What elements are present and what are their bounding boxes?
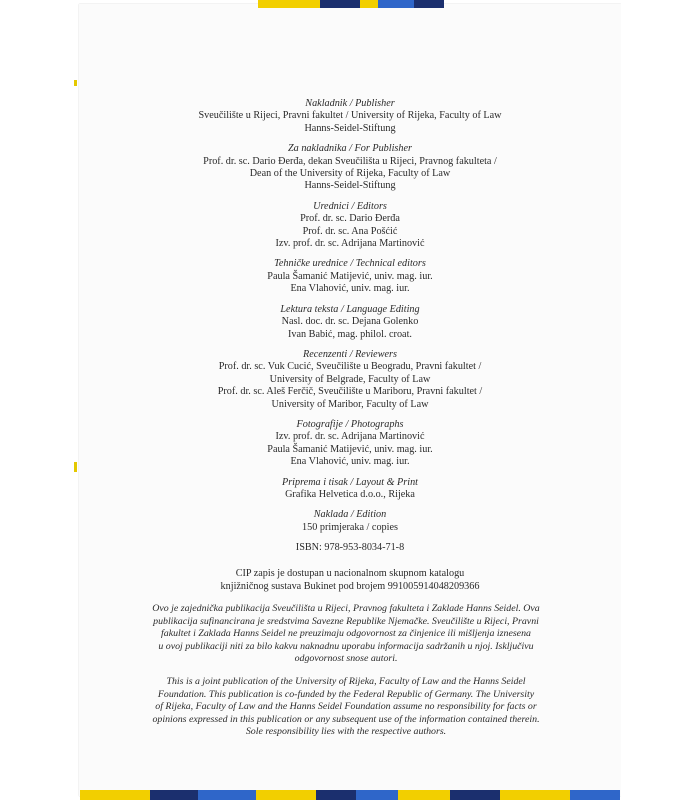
credit-line: Izv. prof. dr. sc. Adrijana Martinović <box>275 238 425 250</box>
bottom-stripe-blue-2 <box>356 790 398 800</box>
disclaimer-line: Foundation. This publication is co-funded by the Federal Republic of Germany. The University <box>157 688 535 700</box>
page-margin-right <box>621 0 700 800</box>
top-stripe-navy <box>320 0 360 8</box>
credit-line: Ivan Babić, mag. philol. croat. <box>288 328 412 340</box>
credit-heading: Tehničke urednice / Technical editors <box>274 258 426 270</box>
credit-language-editing <box>90 304 610 341</box>
credit-heading: Priprema i tisak / Layout & Print <box>281 476 419 488</box>
disclaimer-line: This is a joint publication of the University of Rijeka, Faculty of Law and the Hanns Seidel <box>166 676 526 687</box>
disclaimer-line: fakultet i Zaklada Hanns Seidel ne preuzimaju odgovornost za činjenice ili mišljenja iznesena <box>161 628 531 640</box>
disclaimer-line: odgovornost snose autori. <box>294 653 398 665</box>
bottom-stripe-navy-3 <box>450 790 500 800</box>
credit-line: Nasl. doc. dr. sc. Dejana Golenko <box>281 316 419 328</box>
bottom-stripe-yellow <box>80 790 150 800</box>
credit-technical-editors <box>90 258 610 295</box>
disclaimer-english <box>108 676 584 739</box>
credit-publisher <box>90 98 610 135</box>
credit-edition <box>90 509 610 534</box>
credit-line: Prof. dr. sc. Ana Pošćić <box>302 225 398 237</box>
bottom-stripe-navy-2 <box>316 790 356 800</box>
credit-line: Sveučilište u Rijeci, Pravni fakultet / University of Rijeka, Faculty of Law <box>198 110 502 122</box>
credit-layout-print <box>90 477 610 502</box>
disclaimer-line: Sole responsibility lies with the respective authors. <box>245 726 447 738</box>
credit-heading: Za nakladnika / For Publisher <box>288 143 412 155</box>
credits <box>90 98 610 542</box>
top-stripe-blue <box>378 0 414 8</box>
spine-mark-middle <box>74 462 77 472</box>
cip-line: CIP zapis je dostupan u nacionalnom skupnom katalogu <box>235 568 465 579</box>
credit-heading: Lektura teksta / Language Editing <box>280 303 420 315</box>
credit-line: Ena Vlahović, univ. mag. iur. <box>290 456 410 468</box>
credit-line: Izv. prof. dr. sc. Adrijana Martinović <box>275 431 425 443</box>
credit-line: Paula Šamanić Matijević, univ. mag. iur. <box>267 443 433 455</box>
top-stripe-yellow-2 <box>360 0 378 8</box>
credit-photographs <box>90 419 610 469</box>
credit-line: University of Maribor, Faculty of Law <box>271 398 429 410</box>
isbn: ISBN: 978-953-8034-71-8 <box>295 542 405 553</box>
bottom-stripe-blue <box>198 790 256 800</box>
disclaimer-croatian <box>108 603 584 666</box>
bottom-stripe-yellow-3 <box>398 790 450 800</box>
credit-heading: Urednici / Editors <box>313 200 387 212</box>
disclaimer-line: publikacija sufinancirana je sredstvima Savezne Republike Njemačke. Sveučilište u Rijeci, Pravni <box>153 615 539 627</box>
credit-for-publisher <box>90 143 610 193</box>
disclaimer-line: Ovo je zajednička publikacija Sveučilišta u Rijeci, Pravnog fakulteta i Zaklade Hanns Seidel. Ova <box>152 603 540 614</box>
disclaimer-line: opinions expressed in this publication or any subsequent use of the information contained therein. <box>152 713 540 725</box>
cip-line: knjižničnog sustava Bukinet pod brojem 991005914048209366 <box>220 580 480 592</box>
top-stripe-yellow <box>258 0 320 8</box>
credit-line: University of Belgrade, Faculty of Law <box>269 373 431 385</box>
credit-line: Prof. dr. sc. Dario Đerđa, dekan Sveučilišta u Rijeci, Pravnog fakulteta / <box>203 155 497 167</box>
credit-line: Prof. dr. sc. Dario Đerđa <box>300 213 400 225</box>
cip-record <box>90 568 610 593</box>
spine-mark-top <box>74 80 77 86</box>
credit-line: Hanns-Seidel-Stiftung <box>304 180 396 192</box>
bottom-stripe-yellow-4 <box>500 790 570 800</box>
credit-line: Hanns-Seidel-Stiftung <box>304 122 396 134</box>
credit-heading: Fotografije / Photographs <box>296 418 404 430</box>
credit-heading: Nakladnik / Publisher <box>305 98 395 109</box>
credit-heading: Naklada / Edition <box>313 509 387 521</box>
credit-line: Paula Šamanić Matijević, univ. mag. iur. <box>267 270 433 282</box>
credit-line: Prof. dr. sc. Aleš Ferčič, Sveučilište u Mariboru, Pravni fakultet / <box>217 386 483 398</box>
credit-line: 150 primjeraka / copies <box>302 521 398 533</box>
credit-line: Grafika Helvetica d.o.o., Rijeka <box>285 488 415 500</box>
credit-line: Prof. dr. sc. Vuk Cucić, Sveučilište u Beogradu, Pravni fakultet / <box>218 361 482 373</box>
bottom-stripe-yellow-2 <box>256 790 316 800</box>
disclaimer-line: u ovoj publikaciji niti za bilo kakvu naknadnu uporabu informacija sadržanih u njoj. Isključivu <box>158 640 534 652</box>
credit-line: Ena Vlahović, univ. mag. iur. <box>290 283 410 295</box>
credit-reviewers <box>90 349 610 411</box>
credit-line: Dean of the University of Rijeka, Faculty of Law <box>249 168 451 180</box>
bottom-stripe-blue-3 <box>570 790 620 800</box>
bottom-stripe-navy <box>150 790 198 800</box>
disclaimer-line: of Rijeka, Faculty of Law and the Hanns Seidel Foundation assume no responsibility for facts or <box>155 701 537 713</box>
credit-editors <box>90 201 610 251</box>
credit-heading: Recenzenti / Reviewers <box>303 348 397 360</box>
top-stripe-navy-2 <box>414 0 444 8</box>
